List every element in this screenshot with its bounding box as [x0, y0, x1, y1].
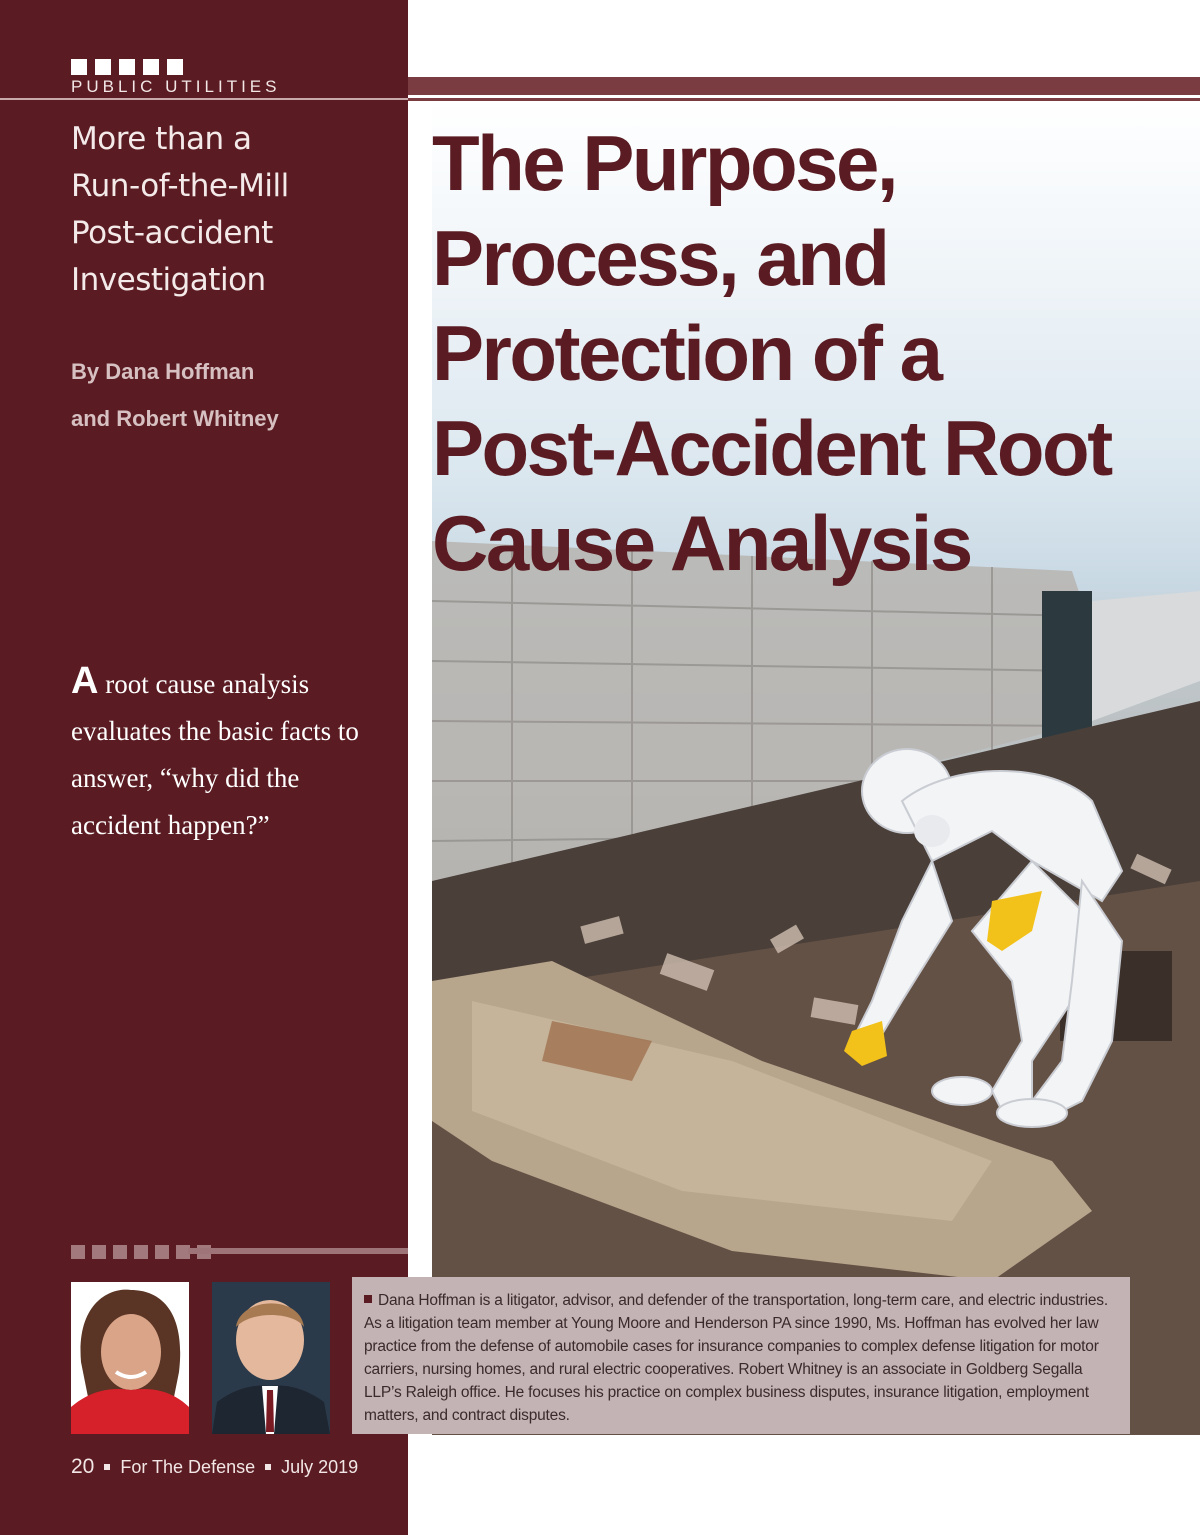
subtitle-line: Run-of-the-Mill — [71, 168, 289, 204]
title-line: Post-Accident Root — [432, 404, 1111, 492]
pull-quote-dropcap: A — [71, 660, 99, 702]
section-squares — [71, 59, 183, 75]
byline-line: By Dana Hoffman — [71, 359, 255, 384]
author-photo-hoffman — [71, 1282, 189, 1434]
article-title — [432, 116, 1192, 591]
pull-quote-text: root cause analysis evaluates the basic facts to answer, “why did the accident happen?” — [71, 669, 359, 840]
footer-separator — [265, 1464, 271, 1470]
header-rule — [408, 77, 1200, 95]
byline — [71, 348, 391, 442]
portrait-hoffman — [71, 1282, 189, 1434]
page-footer — [71, 1455, 358, 1479]
page-number: 20 — [71, 1455, 95, 1478]
title-line: Cause Analysis — [432, 499, 971, 587]
bio-bullet — [364, 1295, 372, 1303]
bio-text: Dana Hoffman is a litigator, advisor, and defender of the transportation, long-term care, and electric industries. As a litigation team member at Young Moore and Henderson PA since 1990, Ms. Hoffman has evolved her law practice from the defense of automobile cases for insurance companies to complex defense litigation for motor carriers, nursing homes, and rural electric cooperatives. Robert Whitney is an associate in Goldberg Segalla LLP’s Raleigh office. He focuses his practice on complex business disputes, insurance litigation, employment matters, and contract disputes. — [364, 1292, 1108, 1424]
article-subtitle — [71, 116, 391, 304]
footer-separator — [104, 1464, 110, 1470]
issue-date: July 2019 — [281, 1456, 359, 1477]
title-line: The Purpose, — [432, 119, 897, 207]
portrait-whitney — [212, 1282, 330, 1434]
title-line: Protection of a — [432, 309, 941, 397]
byline-line: and Robert Whitney — [71, 406, 279, 431]
pull-quote — [71, 658, 381, 849]
author-photo-whitney — [212, 1282, 330, 1434]
subtitle-line: More than a — [71, 121, 252, 157]
author-rule — [188, 1248, 408, 1254]
author-bio — [352, 1277, 1130, 1434]
publication-name: For The Defense — [120, 1456, 256, 1477]
sidebar-rule-top — [0, 98, 408, 100]
subtitle-line: Post-accident — [71, 215, 273, 251]
title-line: Process, and — [432, 214, 888, 302]
section-label: PUBLIC UTILITIES — [71, 77, 281, 96]
subtitle-line: Investigation — [71, 262, 266, 298]
